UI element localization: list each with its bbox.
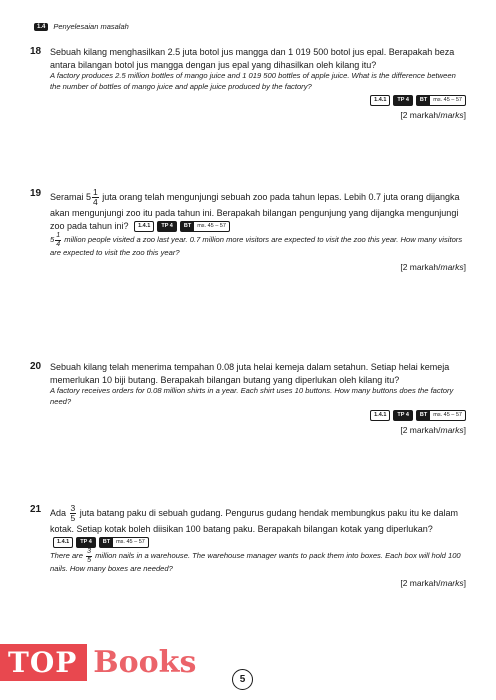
chapter-header bbox=[34, 22, 129, 31]
standard-tag: 1.4.1 bbox=[370, 95, 390, 106]
topbooks-logo bbox=[0, 644, 196, 681]
question-text-ms: Seramai 5 $\frac{1}{4}$ juta orang telah mengunjungi sebuah zoo pada tahun lepas. Lebih 0.7 juta orang dijangka akan mengunjungi zoo itu pada tahun ini. Berapakah bilangan pengunjung yang dijangka mengunjungi zoo pada tahun ini? 1.4.1 TP 4 BT ms. 45 – 57 bbox=[50, 187, 460, 231]
tp-tag: TP 4 bbox=[76, 537, 96, 548]
question-text-ms: Sebuah kilang telah menerima tempahan 0.08 juta helai kemeja dalam setahun. Setiap helai kemeja memerlukan 10 biji butang. Berapakah bilangan butang yang diperlukan oleh kilang itu? bbox=[50, 362, 450, 385]
question-18 bbox=[30, 46, 466, 121]
standard-tag: 1.4.1 bbox=[370, 410, 390, 421]
tp-tag: TP 4 bbox=[393, 95, 413, 106]
question-number: 21 bbox=[30, 504, 42, 515]
bt-tag: BT ms. 45 – 57 bbox=[416, 410, 466, 421]
question-text-ms: Ada $\frac{3}{5}$ juta batang paku di sebuah gudang. Pengurus gudang hendak membungkus paku itu ke dalam kotak. Setiap kotak boleh diisikan 100 batang paku. Berapakah bilangan kotak yang diperlukan? 1.4.1 TP 4 BT ms. 45 – 57 bbox=[50, 504, 466, 548]
marks-label: [2 markah/marks] bbox=[400, 577, 466, 588]
tp-tag: TP 4 bbox=[393, 410, 413, 421]
question-text-en: A factory receives orders for 0.08 million shirts in a year. Each shirt uses 10 buttons. How many buttons does the factory need? bbox=[50, 386, 454, 406]
bt-tag: BT ms. 45 – 57 bbox=[99, 537, 149, 548]
standard-tag: 1.4.1 bbox=[53, 537, 73, 548]
question-text-en: There are $\frac{3}{5}$ million nails in a warehouse. The warehouse manager wants to pack them into boxes. Each box will hold 100 nails. How many boxes are needed? bbox=[50, 548, 461, 573]
fraction: $\frac{3}{5}$ bbox=[87, 548, 91, 564]
question-20 bbox=[30, 361, 466, 436]
standard-tag: 1.4.1 bbox=[134, 221, 154, 232]
fraction: $\frac{3}{5}$ bbox=[70, 503, 76, 523]
bt-tag: BT ms. 45 – 57 bbox=[416, 95, 466, 106]
marks-label: [2 markah/marks] bbox=[400, 109, 466, 120]
logo-top-text: TOP bbox=[0, 644, 87, 681]
fraction: $\frac{1}{4}$ bbox=[93, 187, 98, 207]
question-text-en: A factory produces 2.5 million bottles of mango juice and 1 019 500 bottles of apple juice. What is the difference between the number of bottles of mango juice and apple juice produced by the factory? bbox=[50, 71, 456, 91]
page-number: 5 bbox=[232, 669, 253, 690]
marks-label: [2 markah/marks] bbox=[400, 261, 466, 272]
question-text-en: 5 $\frac{1}{4}$ million people visited a zoo last year. 0.7 million more visitors are expected to visit the zoo this year. How many visitors are expected to visit the zoo this year? bbox=[50, 232, 463, 257]
question-tags bbox=[50, 94, 466, 107]
question-19 bbox=[30, 188, 466, 273]
tp-tag: TP 4 bbox=[157, 221, 177, 232]
question-tags bbox=[50, 409, 466, 422]
question-number: 19 bbox=[30, 188, 42, 199]
bt-tag: BT ms. 45 – 57 bbox=[180, 221, 230, 232]
question-text-ms: Sebuah kilang menghasilkan 2.5 juta botol jus mangga dan 1 019 500 botol jus epal. Berapakah beza antara bilangan botol jus mangga dengan jus epal yang dihasilkan oleh kilang itu? bbox=[50, 47, 455, 70]
fraction: $\frac{1}{4}$ bbox=[56, 232, 61, 248]
question-21 bbox=[30, 504, 466, 589]
marks-label: [2 markah/marks] bbox=[400, 424, 466, 435]
question-number: 18 bbox=[30, 46, 42, 57]
question-number: 20 bbox=[30, 361, 42, 372]
logo-books-text: Books bbox=[93, 645, 197, 680]
chapter-title: Penyelesaian masalah bbox=[53, 22, 129, 31]
chapter-badge: 1.4 bbox=[34, 23, 48, 31]
